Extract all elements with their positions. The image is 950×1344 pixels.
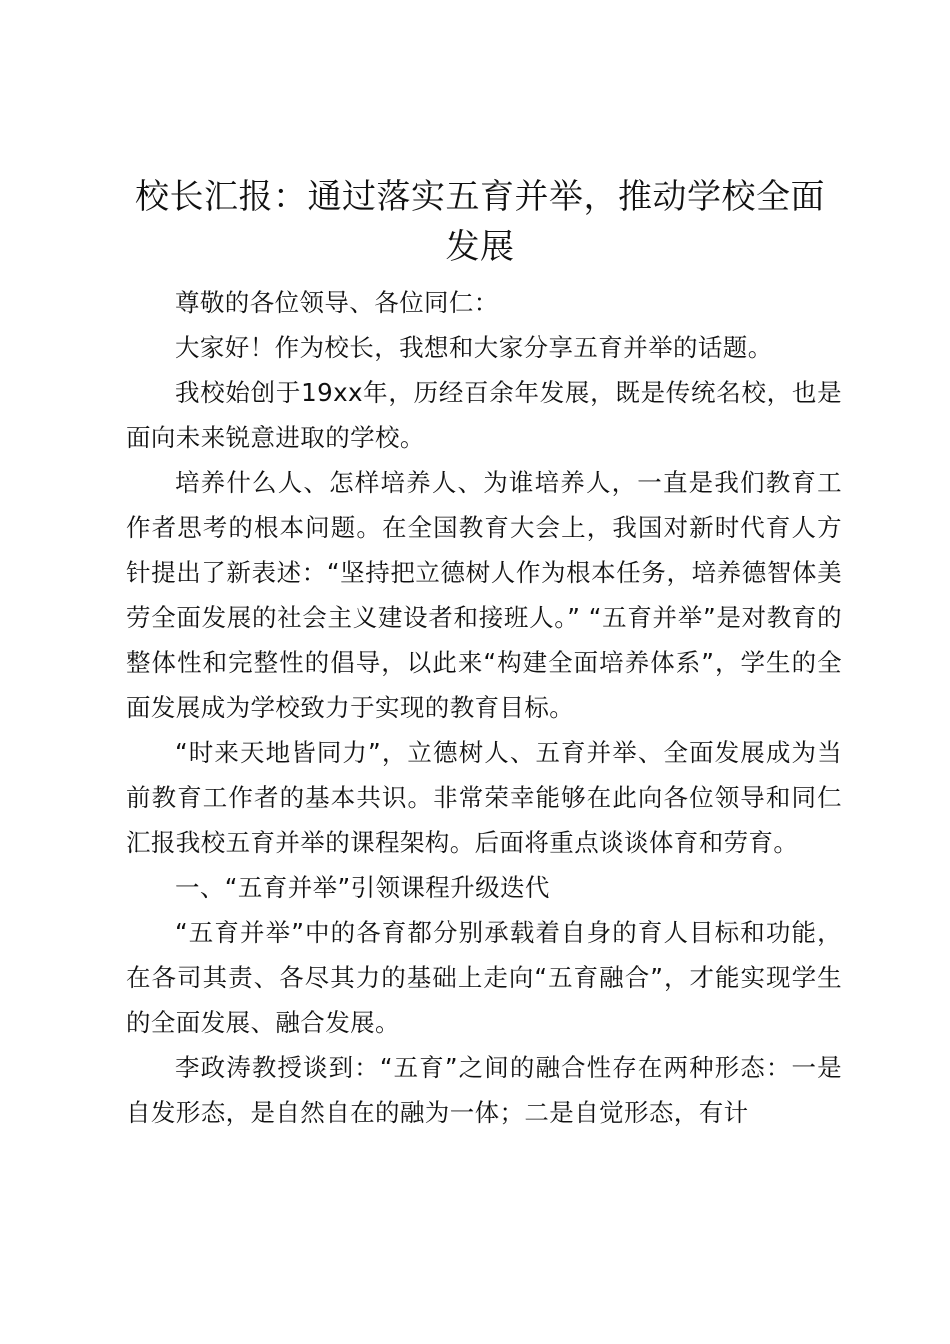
document-title: 校长汇报：通过落实五育并举，推动学校全面发展 [135, 177, 825, 267]
five-education-paragraph: “五育并举”中的各育都分别承载着自身的育人目标和功能，在各司其责、各尽其力的基础上走向“五育融合”，才能实现学生的全面发展、融合发展。 [126, 918, 842, 1037]
professor-quote-paragraph: 李政涛教授谈到：“五育”之间的融合性存在两种形态：一是自发形态，是自然自在的融为一体；二是自觉形态，有计 [126, 1053, 842, 1127]
greeting-paragraph: 大家好！作为校长，我想和大家分享五育并举的话题。 [175, 333, 773, 362]
education-question-paragraph: 培养什么人、怎样培养人、为谁培养人，一直是我们教育工作者思考的根本问题。在全国教育大会上，我国对新时代育人方针提出了新表述：“坚持把立德树人作为根本任务，培养德智体美劳全面发展的社会主义建设者和接班人。” “五育并举”是对教育的整体性和完整性的倡导，以此来“构建全面培养体系”，学生的全面发展成为学校致力于实现的教育目标。 [126, 468, 842, 722]
document-body [126, 280, 842, 1135]
salutation-paragraph: 尊敬的各位领导、各位同仁： [175, 288, 499, 317]
section-heading-1: 一、“五育并举”引领课程升级迭代 [175, 873, 550, 902]
school-history-paragraph: 我校始创于19xx年，历经百余年发展，既是传统名校，也是面向未来锐意进取的学校。 [126, 378, 842, 452]
consensus-paragraph: “时来天地皆同力”，立德树人、五育并举、全面发展成为当前教育工作者的基本共识。非常荣幸能够在此向各位领导和同仁汇报我校五育并举的课程架构。后面将重点谈谈体育和劳育。 [126, 738, 842, 857]
